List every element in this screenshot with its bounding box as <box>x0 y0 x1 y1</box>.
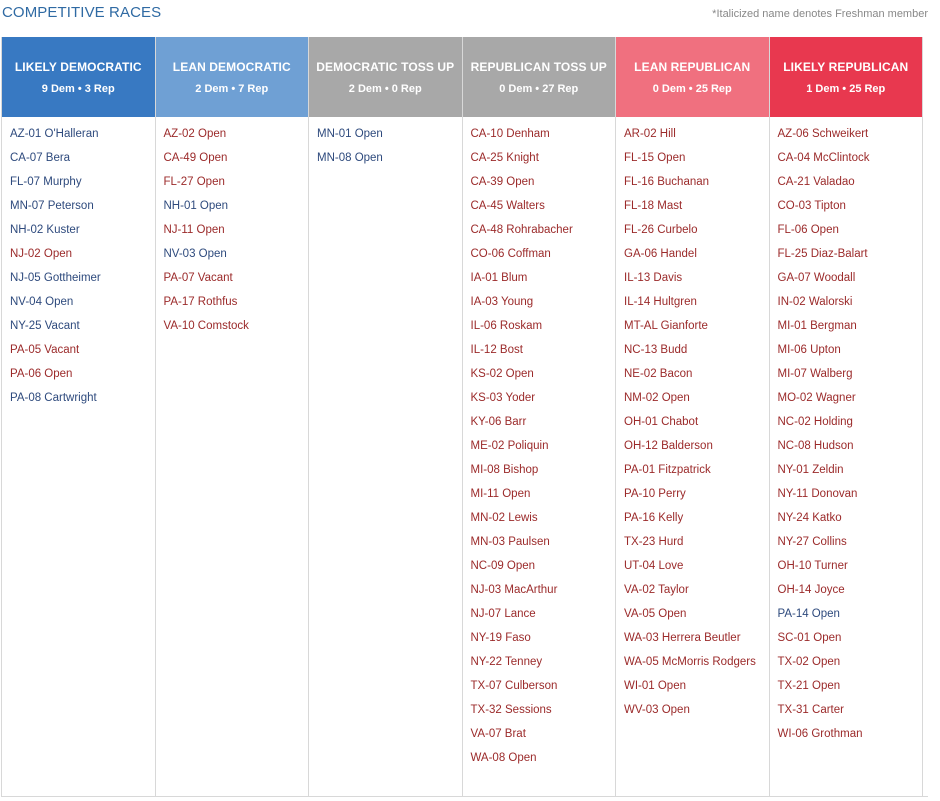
race-item: IL-14 Hultgren <box>624 296 697 308</box>
column-count: 1 Dem • 25 Rep <box>806 82 886 95</box>
race-item: TX-31 Carter <box>777 704 844 716</box>
race-item: WI-01 Open <box>624 680 686 692</box>
race-item: NH-01 Open <box>163 200 229 212</box>
race-item: NY-11 Donovan <box>777 488 858 500</box>
race-item: WV-03 Open <box>624 704 690 716</box>
column-header <box>309 37 462 117</box>
race-item: NC-02 Holding <box>777 416 853 428</box>
race-item: NV-03 Open <box>163 248 227 260</box>
race-item: MN-02 Lewis <box>470 512 538 524</box>
column-header <box>156 37 309 117</box>
column-republican-toss-up <box>462 37 617 796</box>
race-ratings-board <box>1 37 928 797</box>
race-item: NM-02 Open <box>624 392 690 404</box>
race-list <box>309 117 462 175</box>
race-item: WA-03 Herrera Beutler <box>624 632 741 644</box>
race-item: GA-07 Woodall <box>777 272 856 284</box>
race-item: NY-24 Katko <box>777 512 842 524</box>
race-item: PA-17 Rothfus <box>163 296 238 308</box>
race-item: KS-03 Yoder <box>470 392 536 404</box>
page-title: COMPETITIVE RACES <box>2 4 162 21</box>
race-item: VA-05 Open <box>624 608 687 620</box>
race-item: OH-01 Chabot <box>624 416 699 428</box>
race-item: TX-02 Open <box>777 656 841 668</box>
race-item: NY-19 Faso <box>470 632 531 644</box>
race-item: FL-16 Buchanan <box>624 176 710 188</box>
column-count: 9 Dem • 3 Rep <box>41 82 115 95</box>
race-item: MN-08 Open <box>317 152 383 164</box>
race-item: MN-03 Paulsen <box>470 536 550 548</box>
race-item: IL-12 Bost <box>470 344 523 356</box>
race-item: ME-02 Poliquin <box>470 440 549 452</box>
column-header <box>770 37 923 117</box>
race-item: MI-07 Walberg <box>777 368 853 380</box>
race-item: KS-02 Open <box>470 368 534 380</box>
race-item: AZ-06 Schweikert <box>777 128 869 140</box>
race-item: IA-03 Young <box>470 296 534 308</box>
race-item: PA-14 Open <box>777 608 840 620</box>
race-item: MN-07 Peterson <box>10 200 94 212</box>
race-item: CO-03 Tipton <box>777 200 846 212</box>
race-item: NH-02 Kuster <box>10 224 80 236</box>
race-item: CA-39 Open <box>470 176 535 188</box>
race-item: NE-02 Bacon <box>624 368 693 380</box>
race-item: FL-27 Open <box>163 176 225 188</box>
race-item: OH-14 Joyce <box>777 584 845 596</box>
race-item: MT-AL Gianforte <box>624 320 708 332</box>
race-item: IL-13 Davis <box>624 272 683 284</box>
race-item: VA-07 Brat <box>470 728 526 740</box>
race-item: UT-04 Love <box>624 560 684 572</box>
race-item: CA-10 Denham <box>470 128 550 140</box>
race-item: NC-09 Open <box>470 560 536 572</box>
race-item: CA-49 Open <box>163 152 228 164</box>
race-item: MO-02 Wagner <box>777 392 856 404</box>
race-item: NY-01 Zeldin <box>777 464 844 476</box>
race-item: NJ-02 Open <box>10 248 73 260</box>
column-header <box>616 37 769 117</box>
race-item: MI-11 Open <box>470 488 531 500</box>
race-item: TX-32 Sessions <box>470 704 552 716</box>
race-list <box>616 117 769 727</box>
freshman-footnote: *Italicized name denotes Freshman member <box>712 8 928 20</box>
race-item: NY-25 Vacant <box>10 320 80 332</box>
race-item: WA-08 Open <box>470 752 537 764</box>
column-count: 2 Dem • 7 Rep <box>195 82 269 95</box>
race-item: IA-01 Blum <box>470 272 528 284</box>
race-item: FL-18 Mast <box>624 200 683 212</box>
race-item: AZ-01 O'Halleran <box>10 128 99 140</box>
race-item: CA-04 McClintock <box>777 152 870 164</box>
column-count: 0 Dem • 25 Rep <box>652 82 732 95</box>
race-item: WI-06 Grothman <box>777 728 863 740</box>
race-item: MN-01 Open <box>317 128 383 140</box>
race-item: NJ-03 MacArthur <box>470 584 558 596</box>
race-item: NJ-07 Lance <box>470 608 536 620</box>
race-item: CA-45 Walters <box>470 200 545 212</box>
race-item: WA-05 McMorris Rodgers <box>624 656 756 668</box>
column-likely-republican <box>769 37 924 796</box>
column-title: REPUBLICAN TOSS UP <box>470 59 607 74</box>
column-title: LEAN REPUBLICAN <box>634 59 751 74</box>
race-item: FL-26 Curbelo <box>624 224 698 236</box>
race-item: IN-02 Walorski <box>777 296 853 308</box>
race-item: OH-12 Balderson <box>624 440 713 452</box>
column-democratic-toss-up <box>308 37 463 796</box>
column-likely-democratic <box>1 37 156 796</box>
race-item: CA-07 Bera <box>10 152 71 164</box>
race-item: TX-07 Culberson <box>470 680 558 692</box>
race-item: MI-08 Bishop <box>470 464 539 476</box>
column-title: LIKELY DEMOCRATIC <box>14 59 142 74</box>
race-item: AZ-02 Open <box>163 128 227 140</box>
race-list <box>2 117 155 415</box>
column-header <box>2 37 155 117</box>
race-item: CO-06 Coffman <box>470 248 551 260</box>
column-header <box>463 37 616 117</box>
race-item: NC-08 Hudson <box>777 440 854 452</box>
race-item: MI-01 Bergman <box>777 320 857 332</box>
race-item: NC-13 Budd <box>624 344 688 356</box>
race-item: SC-01 Open <box>777 632 842 644</box>
race-item: NY-22 Tenney <box>470 656 543 668</box>
race-item: CA-25 Knight <box>470 152 539 164</box>
column-title: LEAN DEMOCRATIC <box>172 59 291 74</box>
race-item: PA-16 Kelly <box>624 512 684 524</box>
column-count: 0 Dem • 27 Rep <box>499 82 579 95</box>
race-list <box>156 117 309 343</box>
race-item: PA-01 Fitzpatrick <box>624 464 711 476</box>
race-item: PA-07 Vacant <box>163 272 233 284</box>
race-item: CA-48 Rohrabacher <box>470 224 573 236</box>
race-item: MI-06 Upton <box>777 344 841 356</box>
race-item: FL-07 Murphy <box>10 176 82 188</box>
race-item: TX-23 Hurd <box>624 536 684 548</box>
column-title: DEMOCRATIC TOSS UP <box>316 59 455 74</box>
race-item: VA-02 Taylor <box>624 584 689 596</box>
race-item: IL-06 Roskam <box>470 320 543 332</box>
race-item: PA-05 Vacant <box>10 344 80 356</box>
race-item: VA-10 Comstock <box>163 320 249 332</box>
race-item: NJ-05 Gottheimer <box>10 272 101 284</box>
column-lean-republican <box>615 37 770 796</box>
race-list <box>463 117 616 775</box>
column-lean-democratic <box>155 37 310 796</box>
race-item: GA-06 Handel <box>624 248 697 260</box>
race-item: NJ-11 Open <box>163 224 225 236</box>
race-item: TX-21 Open <box>777 680 841 692</box>
race-item: FL-25 Diaz-Balart <box>777 248 868 260</box>
race-list <box>770 117 923 751</box>
race-item: NV-04 Open <box>10 296 74 308</box>
race-item: KY-06 Barr <box>470 416 527 428</box>
race-item: AR-02 Hill <box>624 128 676 140</box>
race-item: PA-08 Cartwright <box>10 392 97 404</box>
race-item: OH-10 Turner <box>777 560 848 572</box>
race-item: PA-06 Open <box>10 368 73 380</box>
column-title: LIKELY REPUBLICAN <box>783 59 909 74</box>
race-item: NY-27 Collins <box>777 536 847 548</box>
race-item: CA-21 Valadao <box>777 176 855 188</box>
race-item: PA-10 Perry <box>624 488 686 500</box>
column-count: 2 Dem • 0 Rep <box>348 82 422 95</box>
race-item: FL-15 Open <box>624 152 686 164</box>
race-item: FL-06 Open <box>777 224 839 236</box>
